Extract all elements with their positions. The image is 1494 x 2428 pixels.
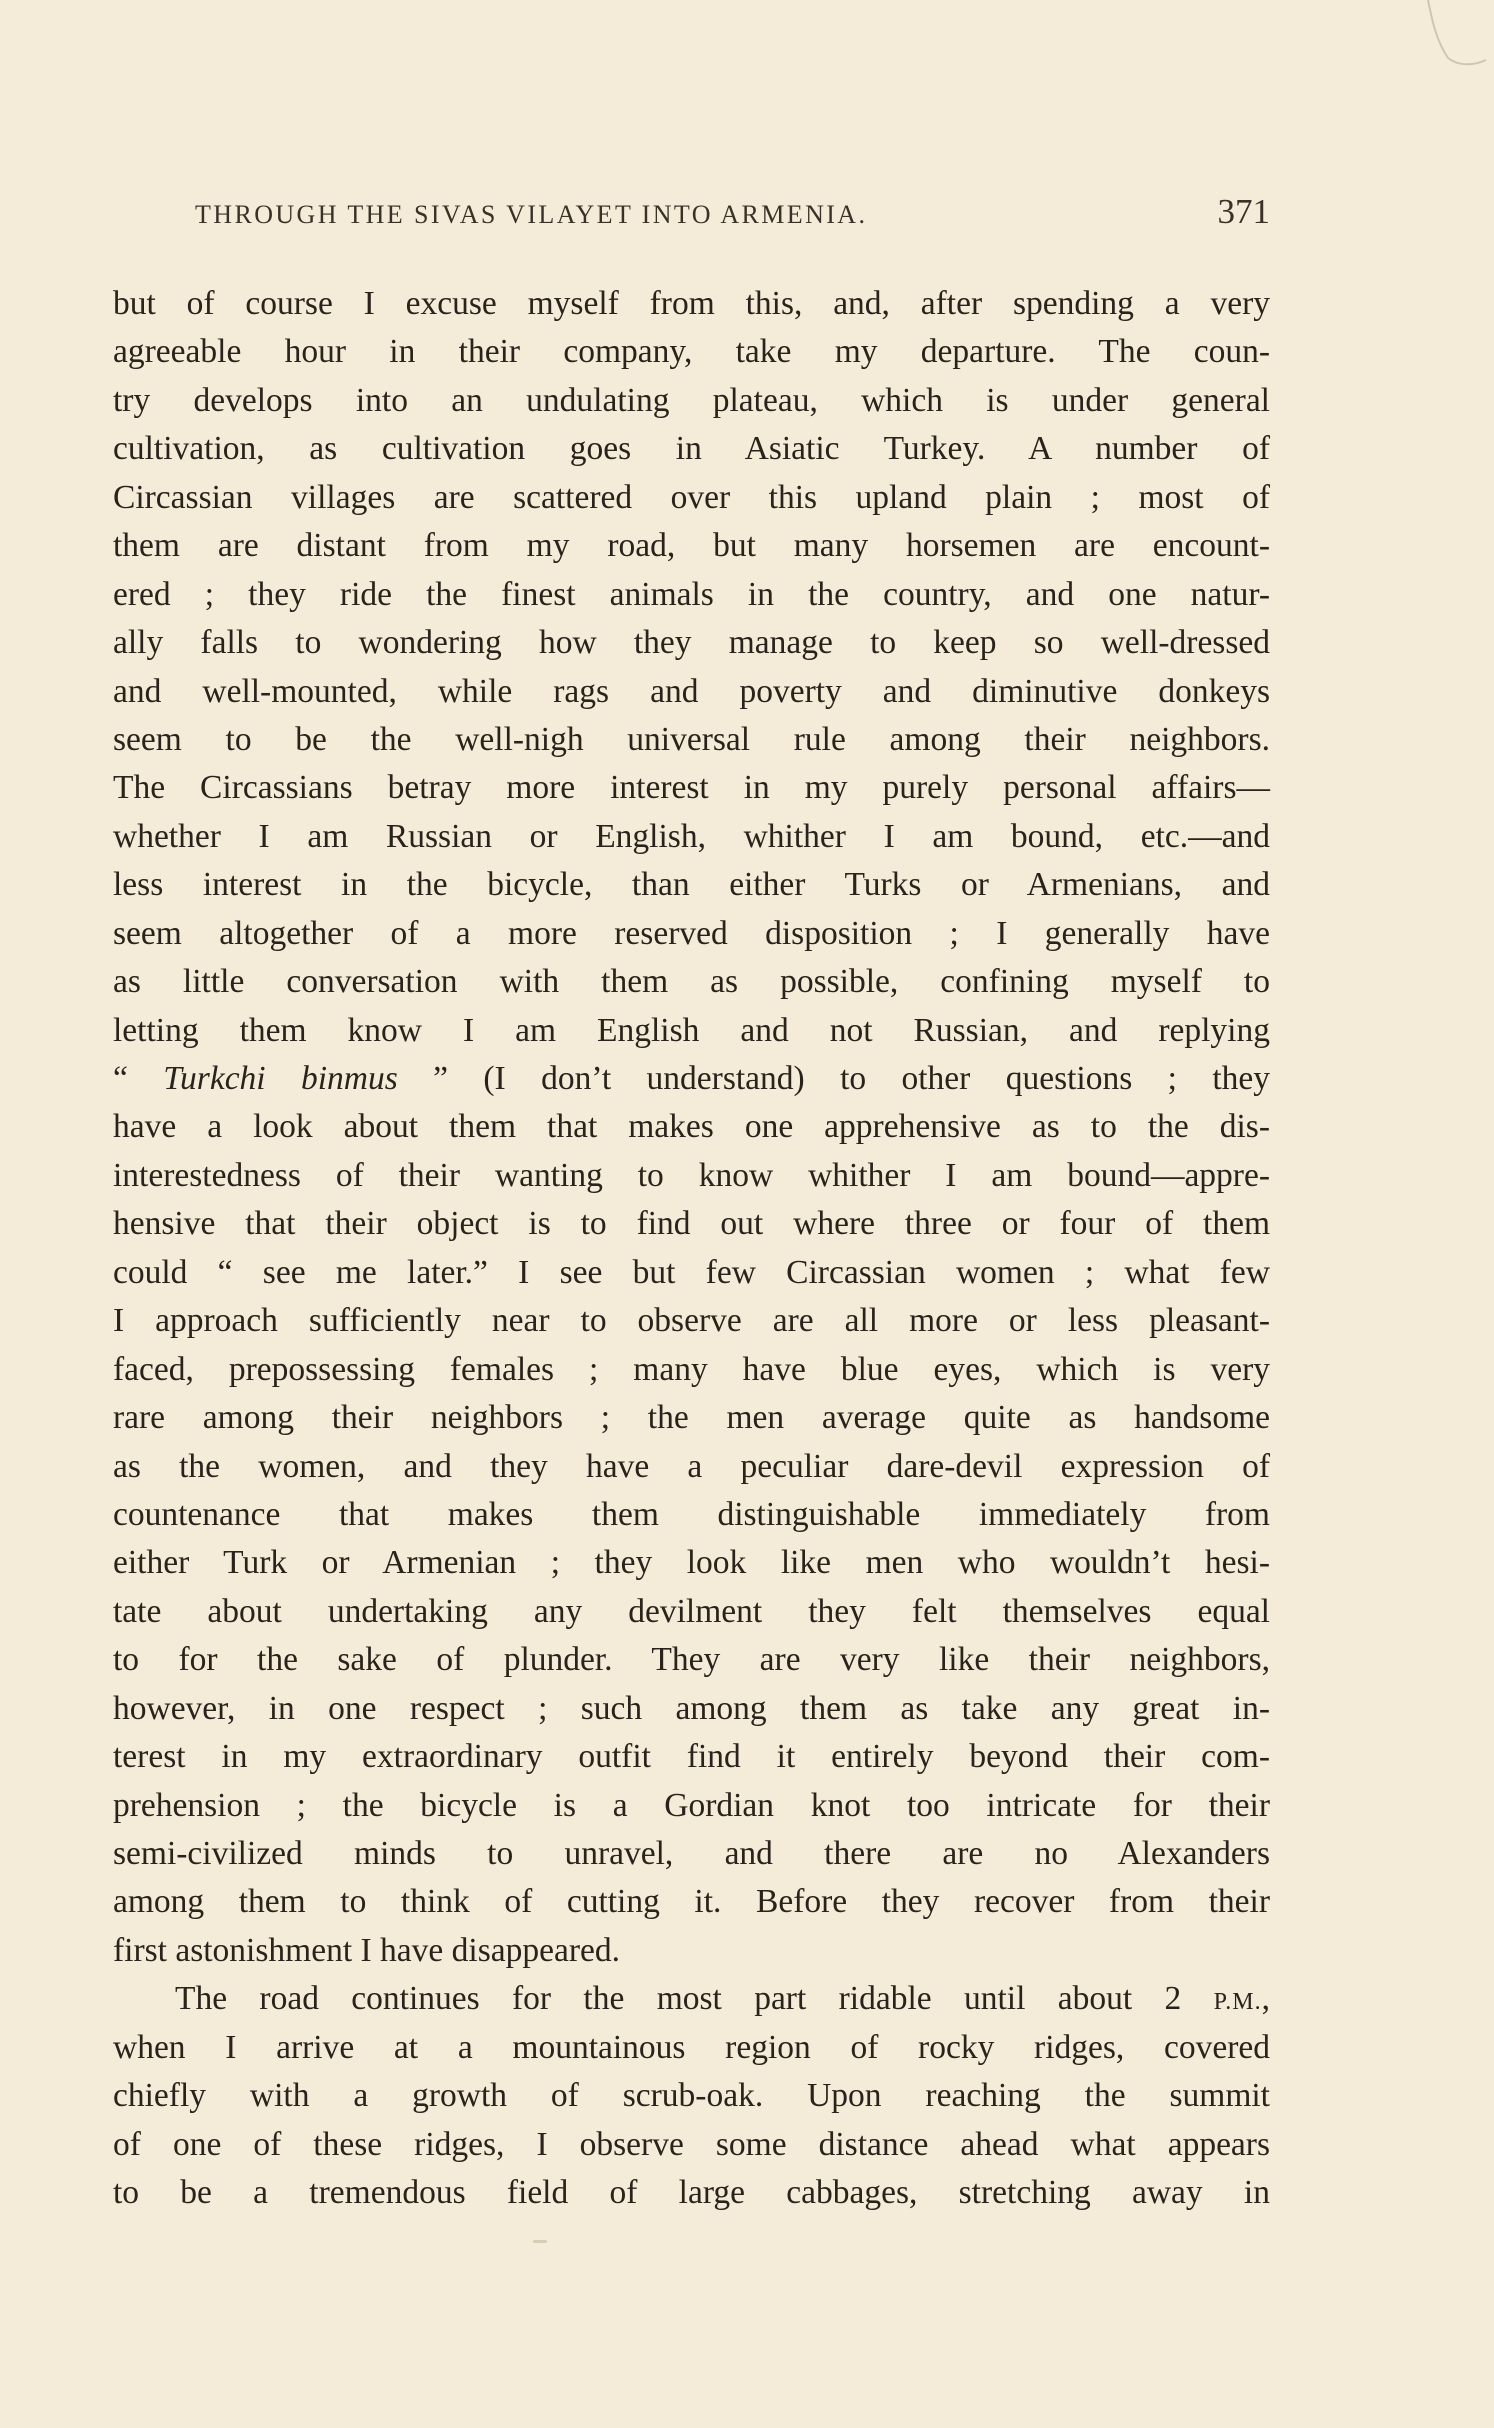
text-line: however, in one respect ; such among them as take any great in- [113,1689,1270,1727]
text-line: ered ; they ride the finest animals in the country, and one natur- [113,575,1270,613]
text-line: either Turk or Armenian ; they look like men who wouldn’t hesi- [113,1544,1270,1582]
text-line: of one of these ridges, I observe some distance ahead what appears [113,2125,1270,2163]
text-line: tate about undertaking any devilment they felt themselves equal [113,1592,1270,1630]
text-line: when I arrive at a mountainous region of rocky ridges, covered [113,2028,1270,2066]
line-punct: , [1261,1980,1270,2018]
text-line: to be a tremendous field of large cabbages, stretching away in [113,2174,1270,2212]
body-text [113,280,1270,2218]
text-line: among them to think of cutting it. Before they recover from their [113,1883,1270,1921]
text-line: faced, prepossessing females ; many have blue eyes, which is very [113,1350,1270,1388]
text-line: I approach sufficiently near to observe are all more or less pleasant- [113,1302,1270,1340]
text-line: seem to be the well-nigh universal rule among their neighbors. [113,720,1270,758]
text-line: as little conversation with them as possible, confining myself to [113,963,1270,1001]
time-small-caps: P.M. [1213,1989,1262,2016]
text-line: Circassian villages are scattered over this upland plain ; most of [113,478,1270,516]
text-line: agreeable hour in their company, take my departure. The coun- [113,333,1270,371]
text-line: terest in my extraordinary outfit find it entirely beyond their com- [113,1738,1270,1776]
italic-phrase: Turkchi binmus [163,1060,398,1097]
text-line: rare among their neighbors ; the men average quite as handsome [113,1399,1270,1437]
text-line: prehension ; the bicycle is a Gordian knot too intricate for their [113,1786,1270,1824]
text-line: The Circassians betray more interest in my purely personal affairs— [113,769,1270,807]
open-quote: “ [113,1060,164,1097]
text-line: whether I am Russian or English, whither I am bound, etc.—and [113,817,1270,855]
corner-crease-mark [1418,0,1488,70]
text-line: countenance that makes them distinguishable immediately from [113,1495,1270,1533]
text-line: could “ see me later.” I see but few Circassian women ; what few [113,1253,1270,1291]
text-line: as the women, and they have a peculiar dare-devil expression of [113,1447,1270,1485]
paragraph-end-line: first astonishment I have disappeared. [113,1931,620,1969]
page-header [195,192,1270,236]
text-line: try develops into an undulating plateau, which is under general [113,381,1270,419]
paragraph-first-line [113,1975,1270,2023]
line-remainder: ” (I don’t understand) to other questions ; they [397,1060,1270,1097]
text-line: hensive that their object is to find out where three or four of them [113,1205,1270,1243]
text-line: to for the sake of plunder. They are very like their neighbors, [113,1641,1270,1679]
text-line: semi-civilized minds to unravel, and there are no Alexanders [113,1835,1270,1872]
text-line: seem altogether of a more reserved disposition ; I generally have [113,914,1270,952]
text-line: chiefly with a growth of scrub-oak. Upon reaching the summit [113,2077,1270,2115]
paper-speck [533,2240,547,2243]
running-title: THROUGH THE SIVAS VILAYET INTO ARMENIA. [195,200,868,229]
text-line: and well-mounted, while rags and poverty and diminutive donkeys [113,672,1270,710]
text-line: interestedness of their wanting to know whither I am bound—appre- [113,1156,1270,1194]
page-number: 371 [1217,192,1270,231]
text-line: ally falls to wondering how they manage to keep so well-dressed [113,624,1270,662]
text-line-italic-phrase [113,1055,1270,1103]
text-line: but of course I excuse myself from this, and, after spending a very [113,285,1270,322]
text-line: cultivation, as cultivation goes in Asiatic Turkey. A number of [113,430,1270,468]
text-line: letting them know I am English and not Russian, and replying [113,1011,1270,1049]
text-line: have a look about them that makes one apprehensive as to the dis- [113,1108,1270,1146]
text-line: less interest in the bicycle, than either Turks or Armenians, and [113,866,1270,904]
text-line: them are distant from my road, but many horsemen are encount- [113,527,1270,565]
line-text: The road continues for the most part ridable until about 2 [175,1980,1214,2018]
